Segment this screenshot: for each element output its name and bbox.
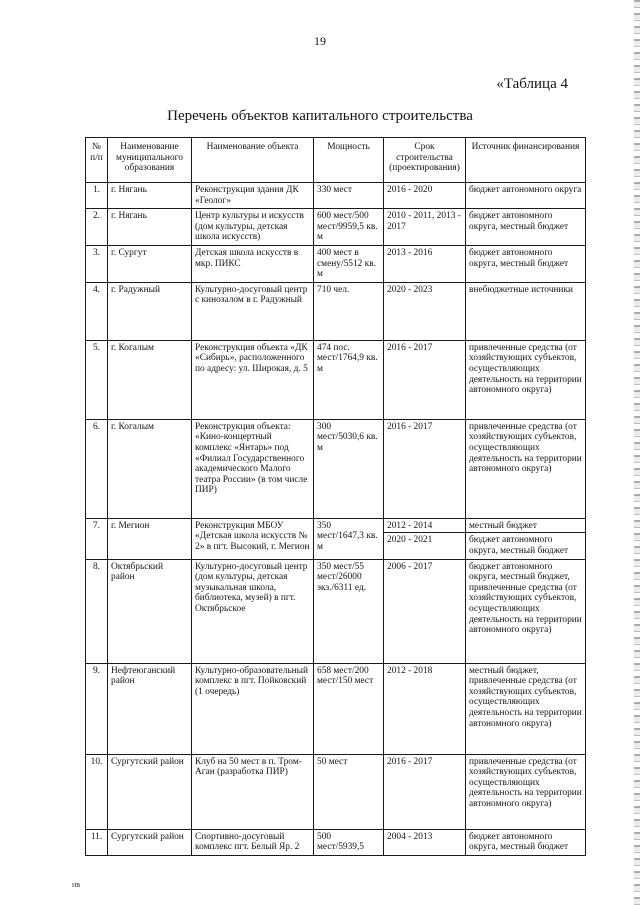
municipality: Сургутский район — [108, 754, 192, 829]
municipality: г. Мегион — [108, 518, 192, 559]
header-period: Срок строительства (проектирования) — [384, 138, 466, 183]
object-name: Центр культуры и искусств (дом культуры, детская школа искусств) — [192, 209, 314, 246]
row-number: 11. — [86, 829, 108, 855]
table-row — [86, 663, 586, 754]
funding-source: бюджет автономного округа, местный бюджет — [466, 209, 586, 246]
funding-source: бюджет автономного округа, местный бюджет — [466, 829, 586, 855]
funding-source: внебюджетные источники — [466, 282, 586, 340]
object-name: Детская школа искусств в мкр. ПИКС — [192, 245, 314, 282]
municipality: Сургутский район — [108, 829, 192, 855]
capacity: 350 мест/55 мест/26000 экз./6311 ед. — [314, 559, 384, 663]
municipality: г. Когалым — [108, 419, 192, 518]
source-second: бюджет автономного округа, местный бюджет — [469, 535, 569, 556]
table-row — [86, 829, 586, 855]
page-number: 19 — [314, 34, 326, 48]
scan-edge-decoration — [634, 0, 640, 905]
header-source: Источник финансирования — [466, 138, 586, 183]
row-number: 1. — [86, 183, 108, 209]
capacity: 350 мест/1647,3 кв. м — [314, 518, 384, 559]
period: 2016 - 2017 — [384, 754, 466, 829]
period: 2016 - 2020 — [384, 183, 466, 209]
funding-source: бюджет автономного округа — [466, 183, 586, 209]
period-first: 2012 - 2014 — [384, 521, 465, 534]
table-row — [86, 183, 586, 209]
row-number: 6. — [86, 419, 108, 518]
table-label: «Таблица 4 — [496, 76, 568, 92]
table-row — [86, 245, 586, 282]
header-capacity: Мощность — [314, 138, 384, 183]
row-number: 3. — [86, 245, 108, 282]
period: 2020 - 2023 — [384, 282, 466, 340]
capacity: 400 мест в смену/5512 кв. м — [314, 245, 384, 282]
funding-source: бюджет автономного округа, местный бюджет — [466, 245, 586, 282]
capacity: 300 мест/5030,6 кв. м — [314, 419, 384, 518]
object-name: Реконструкция здания ДК «Геолог» — [192, 183, 314, 209]
document-title: Перечень объектов капитального строительства — [167, 108, 473, 124]
funding-source: привлеченные средства (от хозяйствующих субъектов, осуществляющих деятельность на территории автономного округа) — [466, 340, 586, 419]
capacity: 474 пос. мест/1764,9 кв. м — [314, 340, 384, 419]
period — [384, 518, 466, 559]
municipality: г. Радужный — [108, 282, 192, 340]
row-number: 2. — [86, 209, 108, 246]
period: 2006 - 2017 — [384, 559, 466, 663]
row-number: 10. — [86, 754, 108, 829]
table-row — [86, 209, 586, 246]
municipality: г. Когалым — [108, 340, 192, 419]
object-name: Культурно-образовательный комплекс в пгт. Пойковский (1 очередь) — [192, 663, 314, 754]
period: 2012 - 2018 — [384, 663, 466, 754]
table-header-row — [86, 138, 586, 183]
object-name: Клуб на 50 мест в п. Тром-Аган (разработка ПИР) — [192, 754, 314, 829]
capacity: 600 мест/500 мест/9959,5 кв. м — [314, 209, 384, 246]
table-row — [86, 518, 586, 559]
funding-source: бюджет автономного округа, местный бюджет, привлеченные средства (от хозяйствующих субъектов, осуществляющих деятельность на территории автономного округа) — [466, 559, 586, 663]
object-name: Культурно-досуговый центр (дом культуры, детская музыкальная школа, библиотека, музей) в пгт. Октябрьское — [192, 559, 314, 663]
row-number: 7. — [86, 518, 108, 559]
row-number: 9. — [86, 663, 108, 754]
table-row — [86, 559, 586, 663]
period: 2010 - 2011, 2013 - 2017 — [384, 209, 466, 246]
capacity: 50 мест — [314, 754, 384, 829]
table-row — [86, 754, 586, 829]
funding-source: привлеченные средства (от хозяйствующих субъектов, осуществляющих деятельность на территории автономного округа) — [466, 419, 586, 518]
funding-source — [466, 518, 586, 559]
object-name: Реконструкция МБОУ «Детская школа искусств № 2» в пгт. Высокий, г. Мегион — [192, 518, 314, 559]
header-num: № п/п — [86, 138, 108, 183]
row-number: 4. — [86, 282, 108, 340]
object-name: Реконструкция объекта: «Кино-концертный комплекс «Янтарь» под «Филиал Государственного академического Малого театра России» (в том числе ПИР) — [192, 419, 314, 518]
object-name: Культурно-досуговый центр с кинозалом в г. Радужный — [192, 282, 314, 340]
table-row — [86, 282, 586, 340]
municipality: г. Нягань — [108, 209, 192, 246]
period-second: 2020 - 2021 — [387, 535, 433, 546]
capacity: 500 мест/5939,5 — [314, 829, 384, 855]
object-name: Спортивно-досуговый комплекс пгт. Белый Яр. 2 — [192, 829, 314, 855]
municipality: г. Нягань — [108, 183, 192, 209]
object-name: Реконструкция объекта «ДК «Сибирь», расположенного по адресу: ул. Широкая, д. 5 — [192, 340, 314, 419]
municipality: г. Сургут — [108, 245, 192, 282]
footer-mark: нв — [72, 880, 81, 889]
capacity: 330 мест — [314, 183, 384, 209]
capital-construction-table — [85, 137, 586, 856]
funding-source: привлеченные средства (от хозяйствующих субъектов, осуществляющих деятельность на территории автономного округа) — [466, 754, 586, 829]
row-number: 5. — [86, 340, 108, 419]
municipality: Нефтеюганский район — [108, 663, 192, 754]
table-row — [86, 419, 586, 518]
capacity: 710 чел. — [314, 282, 384, 340]
municipality: Октябрьский район — [108, 559, 192, 663]
capacity: 658 мест/200 мест/150 мест — [314, 663, 384, 754]
period: 2004 - 2013 — [384, 829, 466, 855]
period: 2016 - 2017 — [384, 419, 466, 518]
funding-source: местный бюджет, привлеченные средства (от хозяйствующих субъектов, осуществляющих деятельность на территории автономного округа) — [466, 663, 586, 754]
source-first: местный бюджет — [466, 521, 585, 534]
period: 2013 - 2016 — [384, 245, 466, 282]
period: 2016 - 2017 — [384, 340, 466, 419]
header-municipality: Наименование муниципального образования — [108, 138, 192, 183]
row-number: 8. — [86, 559, 108, 663]
table-row — [86, 340, 586, 419]
header-object: Наименование объекта — [192, 138, 314, 183]
